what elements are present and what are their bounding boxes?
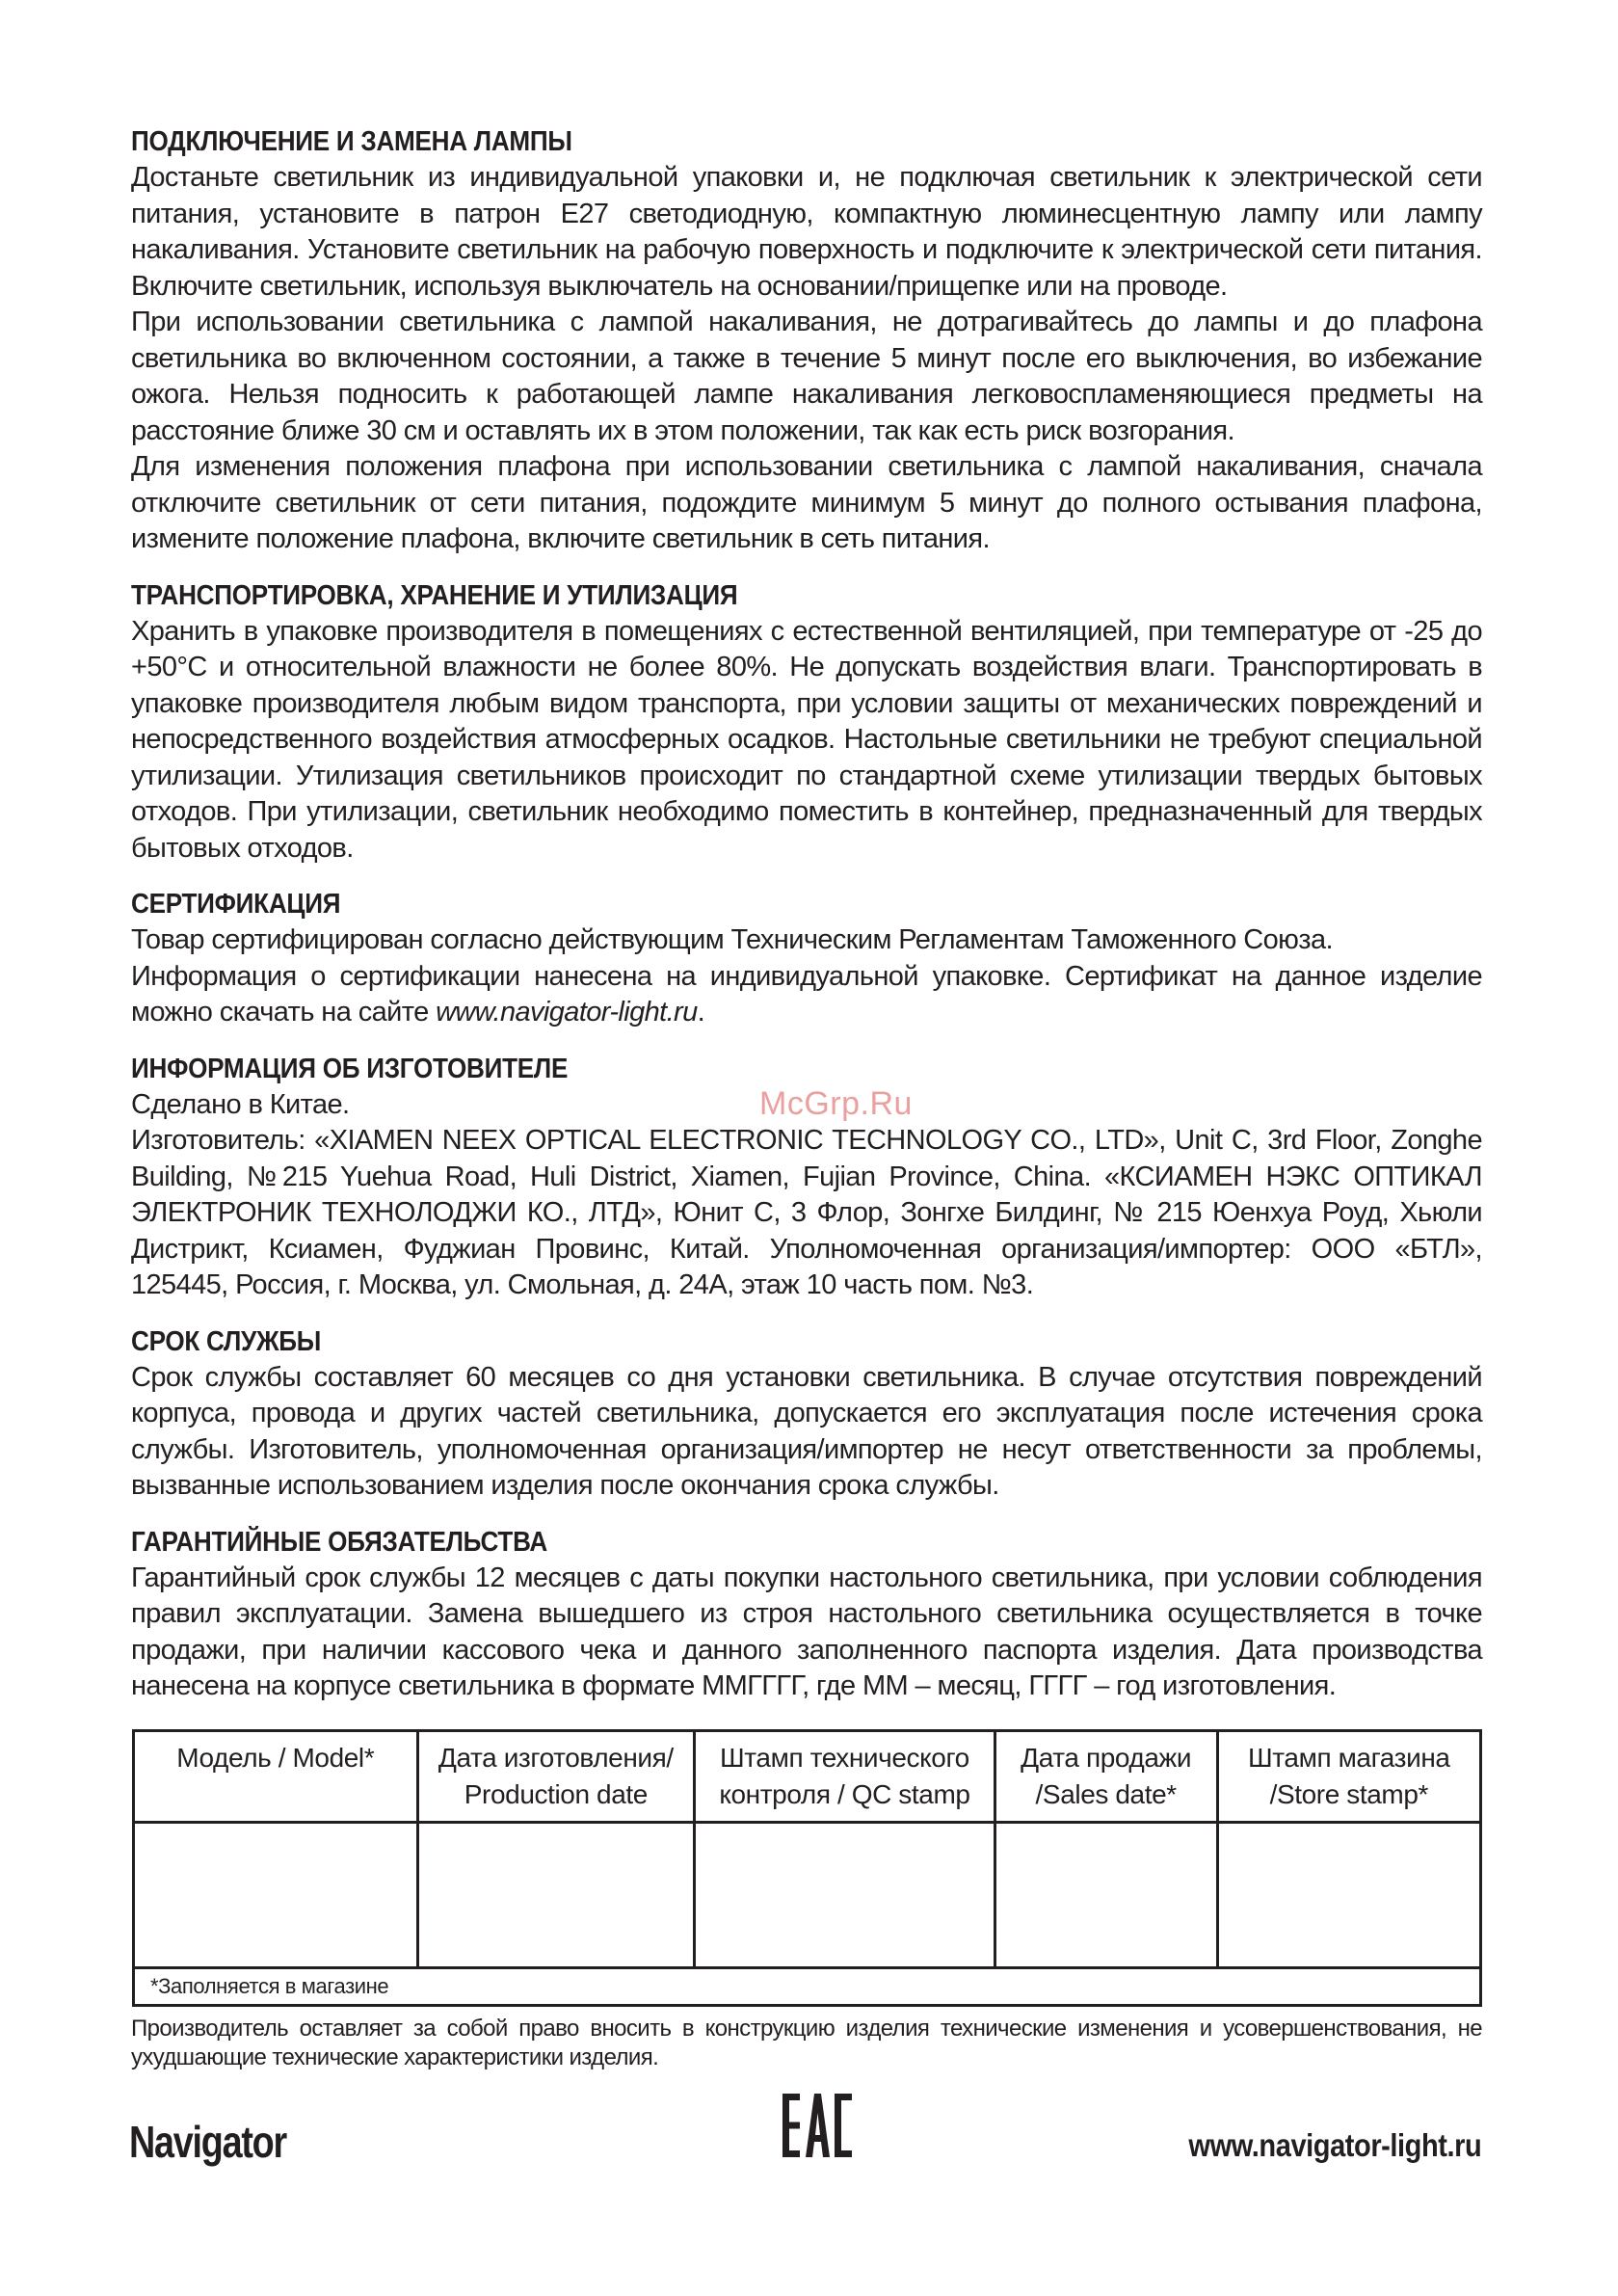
section-connection: [131, 123, 1482, 558]
table-note: *Заполняется в магазине: [134, 1968, 1481, 2006]
paragraph: Гарантийный срок службы 12 месяцев с даты покупки настольного светильника, при условии соблюдения правил эксплуатации. Замена вышедшего из строя настольного светильника осуществляется в точке продажи, при наличии кассового чека и данного заполненного паспорта изделия. Дата производства нанесена на корпусе светильника в формате ММГГГГ, где ММ – месяц, ГГГГ – год изготовления.: [131, 1562, 1482, 1701]
section-warranty: [131, 1524, 1482, 1705]
cell-production-date[interactable]: [417, 1823, 695, 1968]
watermark: McGrp.Ru: [759, 1085, 913, 1122]
section-certification: [131, 886, 1482, 1031]
section-heading: ГАРАНТИЙНЫЕ ОБЯЗАТЕЛЬСТВА: [131, 1526, 547, 1558]
navigator-logo: Navigator: [129, 2117, 286, 2167]
section-heading: ИНФОРМАЦИЯ ОБ ИЗГОТОВИТЕЛЕ: [131, 1053, 569, 1084]
cert-end: .: [697, 997, 705, 1028]
section-heading: СЕРТИФИКАЦИЯ: [131, 889, 341, 920]
table-row: [134, 1823, 1481, 1968]
column-header-qc-stamp: Штамп технического контроля / QC stamp: [695, 1731, 995, 1823]
manufacturer-footnote: Производитель оставляет за собой право вносить в конструкцию изделия технические изменения и усовершенствования, не ухудшающие технические характеристики изделия.: [131, 2016, 1482, 2070]
table-header-row: [134, 1731, 1481, 1823]
cert-text: Информация о сертификации нанесена на индивидуальной упаковке. Сертификат на данное изделие можно скачать на сайте: [131, 960, 1482, 1028]
cell-sales-date[interactable]: [995, 1823, 1217, 1968]
paragraph: Изготовитель: «XIAMEN NEEX OPTICAL ELECTRONIC TECHNOLOGY CO., LTD», Unit C, 3rd Floor, Zonghe Building, №215 Yuehua Road, Huli District, Xiamen, Fujian Province, China. «КСИАМЕН НЭКС ОПТИКАЛ ЭЛЕКТРОНИК ТЕХНОЛОДЖИ КО., ЛТД», Юнит С, 3 Флор, Зонгхе Билдинг, № 215 Юенхуа Роуд, Хьюли Дистрикт, Ксиамен, Фуджиан Провинс, Китай. Уполномоченная организация/импортер: ООО «БТЛ», 125445, Россия, г. Москва, ул. Смольная, д. 24А, этаж 10 часть пом. №3.: [131, 1125, 1482, 1300]
table-note-row: [134, 1968, 1481, 2006]
column-header-store-stamp: Штамп магазина /Store stamp*: [1217, 1731, 1480, 1823]
paragraph: Хранить в упаковке производителя в помещениях с естественной вентиляцией, при температуре от -25 до +50°С и относительной влажности не более 80%. Не допускать воздействия влаги. Транспортировать в упаковке производителя любым видом транспорта, при условии защиты от механических повреждений и непосредственного воздействия атмосферных осадков. Настольные светильники не требуют специальной утилизации. Утилизация светильников происходит по стандартной схеме утилизации твердых бытовых отходов. При утилизации, светильник необходимо поместить в контейнер, предназначенный для твердых бытовых отходов.: [131, 615, 1482, 864]
cell-store-stamp[interactable]: [1217, 1823, 1480, 1968]
paragraph: Сделано в Китае.: [131, 1088, 350, 1120]
paragraph: [131, 959, 1482, 1031]
website-link[interactable]: www.navigator-light.ru: [1188, 2127, 1481, 2163]
section-heading: ПОДКЛЮЧЕНИЕ И ЗАМЕНА ЛАМПЫ: [131, 126, 572, 157]
paragraph: При использовании светильника с лампой накаливания, не дотрагивайтесь до лампы и до плафона светильника во включенном состоянии, а также в течение 5 минут после его выключения, во избежание ожога. Нельзя подносить к работающей лампе накаливания легковоспламеняющиеся предметы на расстояние ближе 30 см и оставлять их в этом положении, так как есть риск возгорания.: [131, 307, 1482, 446]
section-heading: СРОК СЛУЖБЫ: [131, 1325, 322, 1357]
column-header-production-date: Дата изготовления/ Production date: [417, 1731, 695, 1823]
section-heading: ТРАНСПОРТИРОВКА, ХРАНЕНИЕ И УТИЛИЗАЦИЯ: [131, 579, 738, 611]
cell-model[interactable]: [134, 1823, 418, 1968]
paragraph: Срок службы составляет 60 месяцев со дня установки светильника. В случае отсутствия повреждений корпуса, провода и других частей светильника, допускается его эксплуатация после истечения срока службы. Изготовитель, уполномоченная организация/импортер не несут ответственности за проблемы, вызванные использованием изделия после окончания срока службы.: [131, 1361, 1482, 1501]
cert-link[interactable]: www.navigator-light.ru: [436, 997, 698, 1028]
section-service-life: [131, 1323, 1482, 1505]
paragraph: Товар сертифицирован согласно действующим Техническим Регламентам Таможенного Союза.: [131, 924, 1333, 955]
paragraph: Достаньте светильник из индивидуальной упаковки и, не подключая светильник к электрической сети питания, установите в патрон Е27 светодиодную, компактную люминесцентную лампу или лампу накаливания. Установите светильник на рабочую поверхность и подключите к электрической сети питания. Включите светильник, используя выключатель на основании/прищепке или на проводе.: [131, 162, 1482, 302]
eac-mark-icon: [782, 2094, 852, 2157]
registration-table: [132, 1729, 1482, 2007]
column-header-model: Модель / Model*: [134, 1731, 418, 1823]
column-header-sales-date: Дата продажи /Sales date*: [995, 1731, 1217, 1823]
cell-qc-stamp[interactable]: [695, 1823, 995, 1968]
paragraph: Для изменения положения плафона при использовании светильника с лампой накаливания, сначала отключите светильник от сети питания, подождите минимум 5 минут до полного остывания плафона, измените положение плафона, включите светильник в сеть питания.: [131, 451, 1482, 554]
document-body: [131, 123, 1482, 1724]
section-transport: [131, 577, 1482, 868]
